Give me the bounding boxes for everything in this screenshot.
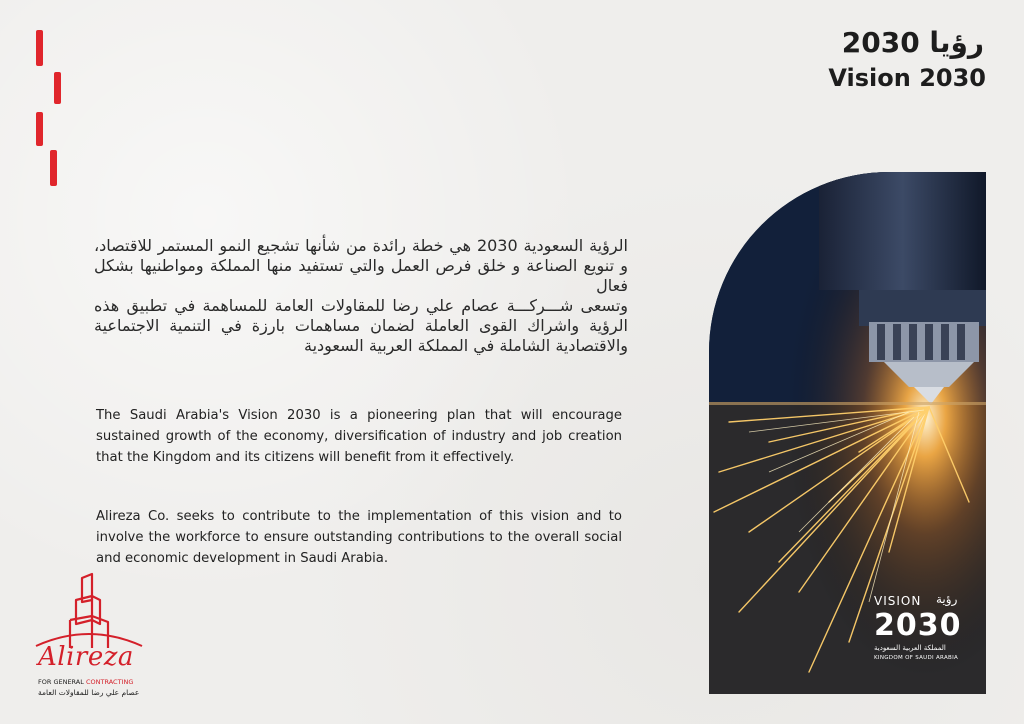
company-tagline — [38, 678, 133, 686]
red-mark — [36, 30, 43, 66]
page-title-arabic: رؤيا 2030 — [841, 26, 984, 59]
vision-label-arabic: رؤية — [936, 592, 958, 606]
machine-head — [819, 172, 986, 290]
vision-2030-logo — [854, 592, 974, 672]
company-logo-wordmark: Alireza — [38, 642, 134, 672]
red-mark — [36, 112, 43, 146]
vision-year: 2030 — [874, 608, 962, 643]
decorative-red-marks — [36, 30, 66, 190]
red-mark — [54, 72, 61, 104]
building-icon — [34, 570, 144, 650]
vision-label: VISION — [874, 594, 922, 608]
english-paragraph-vision — [96, 405, 622, 468]
english-paragraph: The Saudi Arabia's Vision 2030 is a pioneering plan that will encourage sustained growth of the economy, diversification of industry and job creation that the Kingdom and its citizens will benefit from it effectively. — [96, 408, 622, 465]
red-mark — [50, 150, 57, 186]
alireza-company-logo — [34, 570, 144, 710]
kingdom-name-arabic: المملكة العربية السعودية — [874, 644, 946, 652]
tagline-highlight: CONTRACTING — [85, 678, 134, 686]
english-paragraph-company — [96, 506, 622, 569]
arabic-paragraph: وتسعى شـــركـــة عصام علي رضا للمقاولات العامة للمساهمة في تطبيق هذه الرؤية واشراك القوى العاملة لضمان مساهمات بارزة في التنمية الاجتماعية والاقتصادية الشاملة في المملكة العربية السعودية — [94, 296, 628, 355]
arabic-paragraph: الرؤية السعودية 2030 هي خطة رائدة من شأنها تشجيع النمو المستمر للاقتصاد، و تنويع الصناعة و خلق فرص العمل والتي تستفيد منها المملكة ومواطنيها بشكل فعال — [94, 236, 629, 295]
page-title-english: Vision 2030 — [828, 64, 986, 92]
tagline-prefix: FOR GENERAL — [38, 678, 84, 686]
english-paragraph: Alireza Co. seeks to contribute to the implementation of this vision and to involve the workforce to ensure outstanding contributions to the overall social and economic development in Saudi Arabia. — [96, 509, 622, 566]
arabic-description — [94, 236, 628, 356]
company-tagline-arabic: عصام علي رضا للمقاولات العامة — [38, 688, 140, 697]
kingdom-name-english: KINGDOM OF SAUDI ARABIA — [874, 655, 959, 661]
